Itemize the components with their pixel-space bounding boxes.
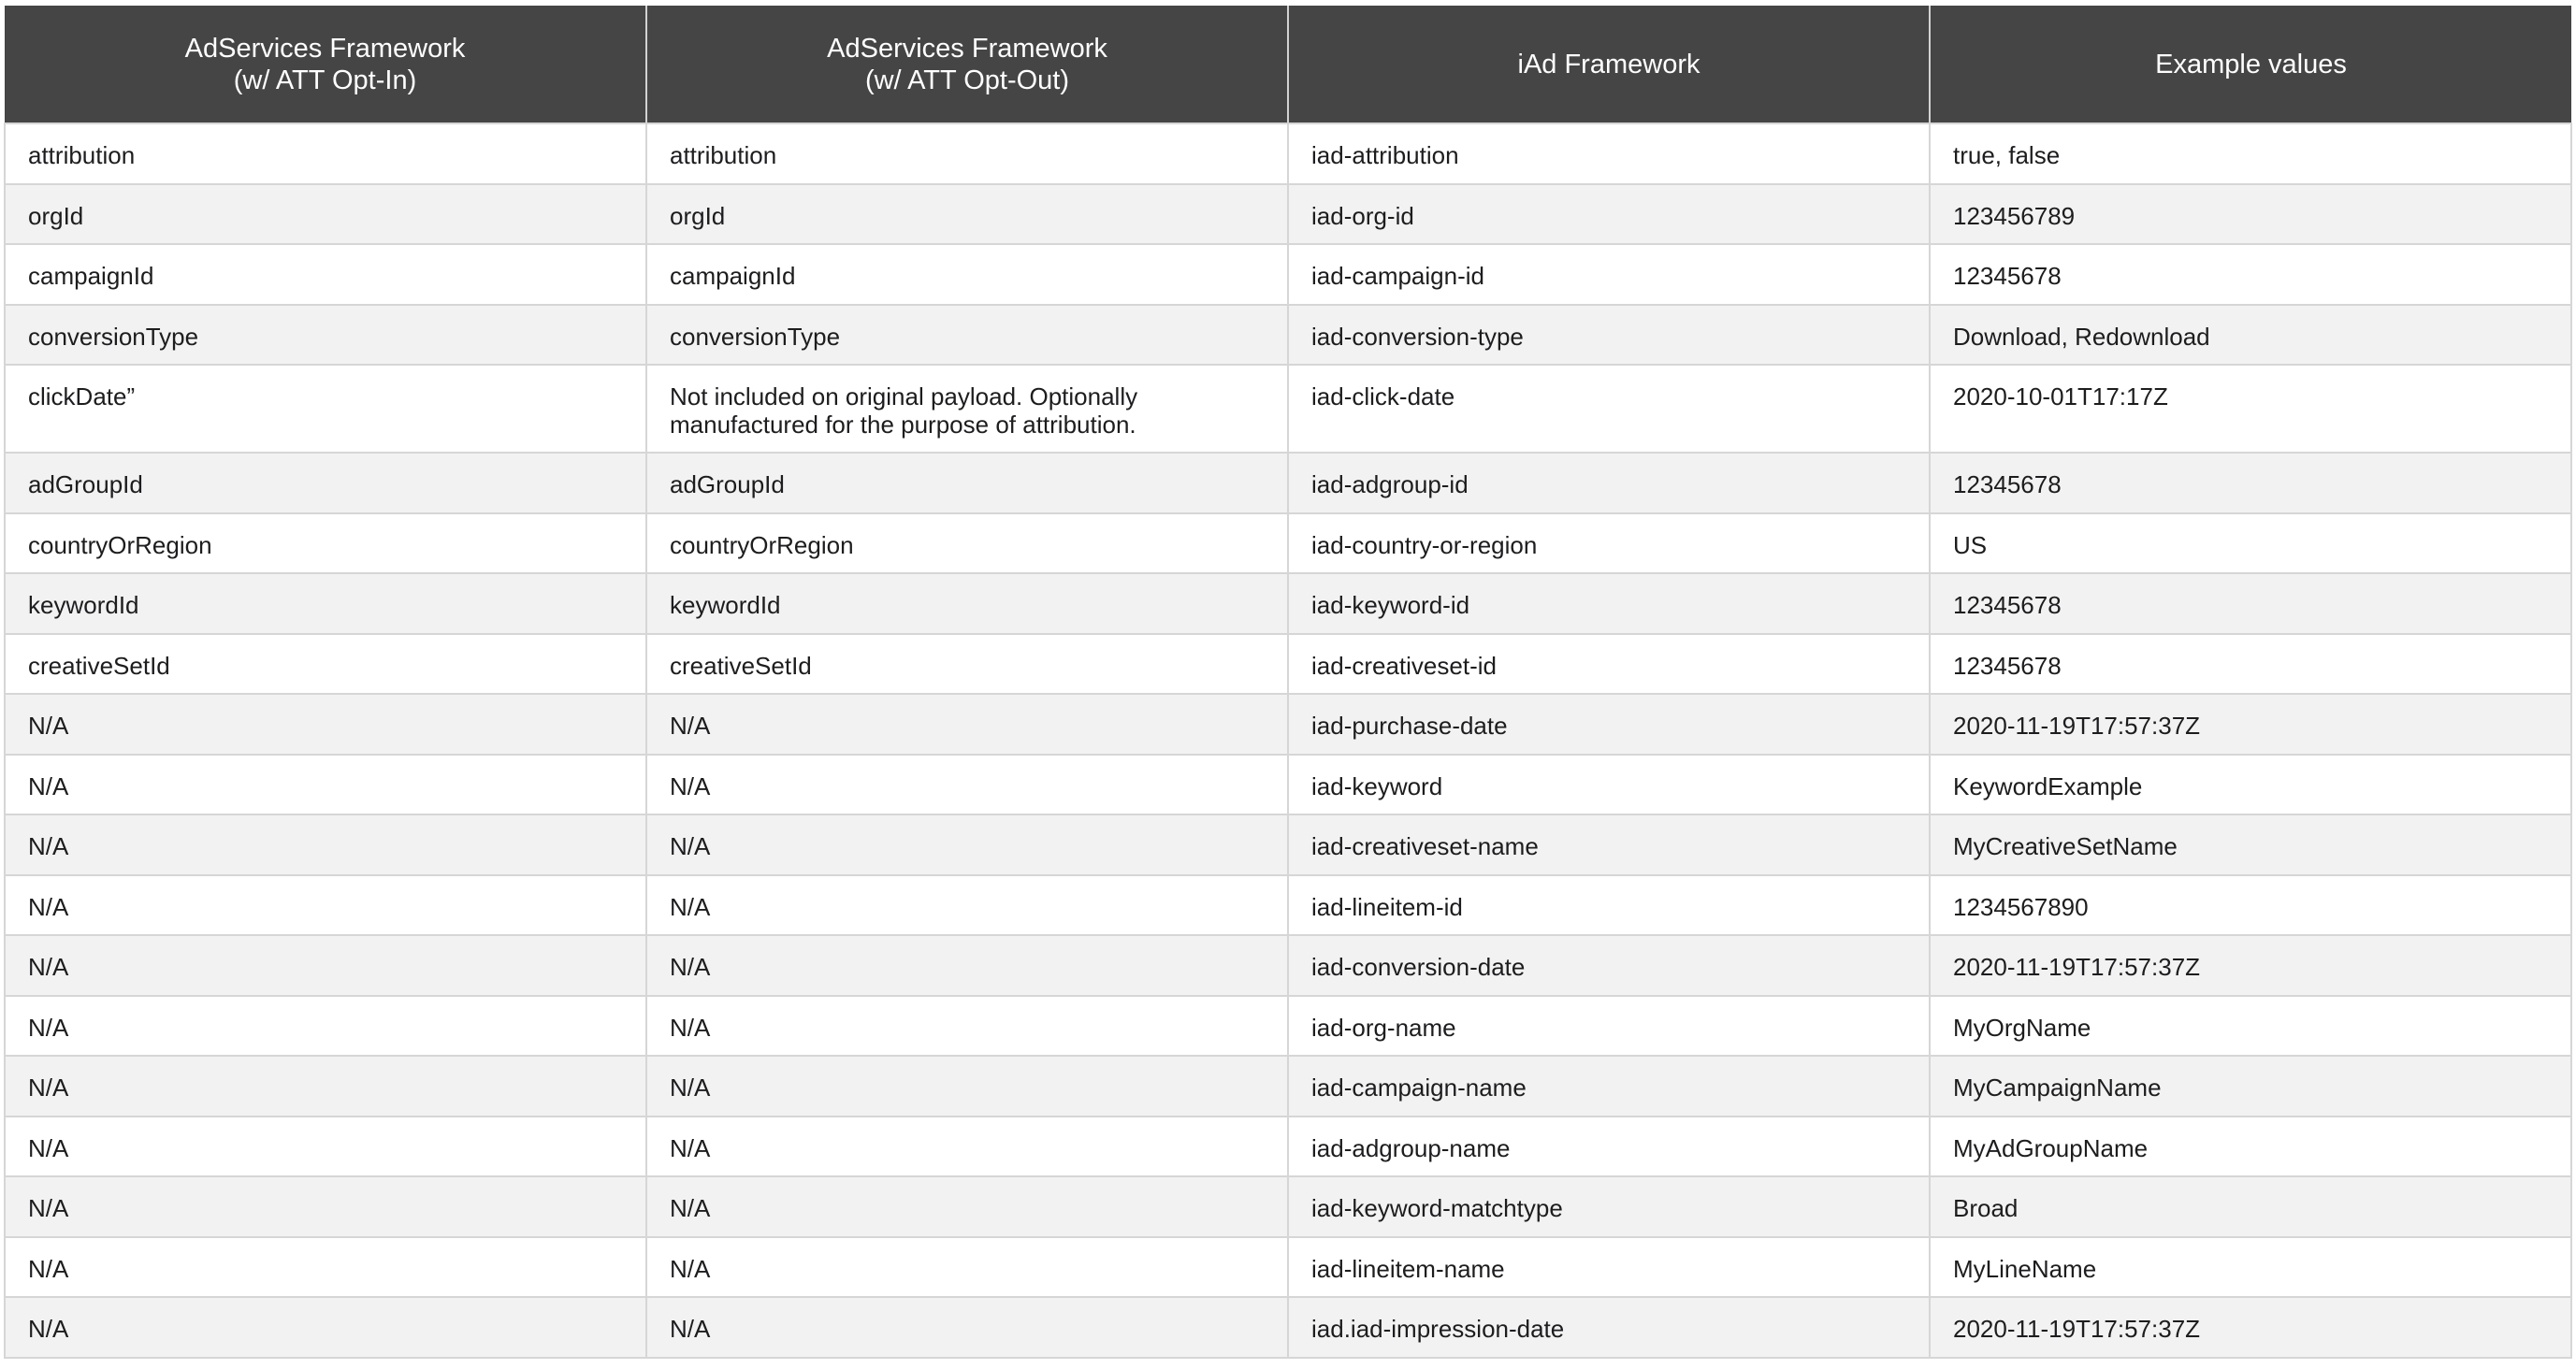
example-value-cell: KeywordExample	[1930, 755, 2571, 815]
table-row	[5, 755, 2571, 815]
example-value-cell: 1234567890	[1930, 875, 2571, 936]
iad-cell: iad-keyword	[1288, 755, 1930, 815]
example-value-cell: 2020-10-01T17:17Z	[1930, 365, 2571, 453]
opt-out-cell: attribution	[646, 123, 1288, 184]
opt-in-cell: N/A	[5, 1176, 646, 1237]
iad-cell: iad-creativeset-name	[1288, 814, 1930, 875]
iad-cell: iad.iad-impression-date	[1288, 1297, 1930, 1358]
opt-in-cell: N/A	[5, 996, 646, 1057]
iad-cell: iad-lineitem-id	[1288, 875, 1930, 936]
opt-in-cell: N/A	[5, 1056, 646, 1117]
opt-out-cell: N/A	[646, 875, 1288, 936]
opt-in-cell: adGroupId	[5, 453, 646, 513]
example-value-cell: true, false	[1930, 123, 2571, 184]
example-value-cell: 12345678	[1930, 573, 2571, 634]
header-line: AdServices Framework	[184, 33, 466, 64]
example-value-cell: MyLineName	[1930, 1237, 2571, 1298]
header-line: (w/ ATT Opt-Out)	[864, 65, 1070, 95]
iad-cell: iad-conversion-type	[1288, 305, 1930, 366]
opt-in-cell: countryOrRegion	[5, 513, 646, 574]
opt-in-cell: conversionType	[5, 305, 646, 366]
opt-out-cell: N/A	[646, 694, 1288, 755]
table-row	[5, 123, 2571, 184]
iad-cell: iad-attribution	[1288, 123, 1930, 184]
example-value-cell: 2020-11-19T17:57:37Z	[1930, 935, 2571, 996]
header-iad-framework	[1288, 6, 1930, 123]
header-line: AdServices Framework	[827, 33, 1107, 64]
iad-cell: iad-click-date	[1288, 365, 1930, 453]
opt-out-cell: keywordId	[646, 573, 1288, 634]
iad-cell: iad-keyword-matchtype	[1288, 1176, 1930, 1237]
example-value-cell: 12345678	[1930, 453, 2571, 513]
example-value-cell: MyAdGroupName	[1930, 1117, 2571, 1177]
example-value-cell: Broad	[1930, 1176, 2571, 1237]
iad-cell: iad-campaign-name	[1288, 1056, 1930, 1117]
example-value-cell: MyOrgName	[1930, 996, 2571, 1057]
table-body	[5, 123, 2571, 1358]
table-row	[5, 573, 2571, 634]
table-row	[5, 305, 2571, 366]
example-value-cell: Download, Redownload	[1930, 305, 2571, 366]
opt-out-cell: creativeSetId	[646, 634, 1288, 695]
header-line: (w/ ATT Opt-In)	[233, 65, 417, 95]
opt-out-cell: N/A	[646, 1237, 1288, 1298]
attribution-mapping-table	[4, 6, 2572, 1359]
opt-out-cell: orgId	[646, 184, 1288, 245]
table-row	[5, 1237, 2571, 1298]
iad-cell: iad-adgroup-name	[1288, 1117, 1930, 1177]
opt-out-cell: Not included on original payload. Optionally manufactured for the purpose of attribution.	[646, 365, 1288, 453]
opt-out-cell: N/A	[646, 1297, 1288, 1358]
table-row	[5, 1297, 2571, 1358]
header-example-values	[1930, 6, 2571, 123]
iad-cell: iad-conversion-date	[1288, 935, 1930, 996]
opt-in-cell: orgId	[5, 184, 646, 245]
table-row	[5, 453, 2571, 513]
table-header	[5, 6, 2571, 123]
example-value-cell: 123456789	[1930, 184, 2571, 245]
opt-out-cell: adGroupId	[646, 453, 1288, 513]
table-row	[5, 244, 2571, 305]
example-value-cell: 2020-11-19T17:57:37Z	[1930, 1297, 2571, 1358]
table-row	[5, 184, 2571, 245]
opt-in-cell: N/A	[5, 875, 646, 936]
iad-cell: iad-country-or-region	[1288, 513, 1930, 574]
opt-out-cell: N/A	[646, 996, 1288, 1057]
table-row	[5, 814, 2571, 875]
opt-out-cell: N/A	[646, 755, 1288, 815]
opt-in-cell: N/A	[5, 755, 646, 815]
opt-out-cell: N/A	[646, 1056, 1288, 1117]
opt-in-cell: campaignId	[5, 244, 646, 305]
opt-in-cell: N/A	[5, 1117, 646, 1177]
iad-cell: iad-creativeset-id	[1288, 634, 1930, 695]
opt-out-cell: campaignId	[646, 244, 1288, 305]
table-row	[5, 1176, 2571, 1237]
iad-cell: iad-org-id	[1288, 184, 1930, 245]
opt-in-cell: attribution	[5, 123, 646, 184]
opt-out-cell: conversionType	[646, 305, 1288, 366]
opt-in-cell: N/A	[5, 1237, 646, 1298]
iad-cell: iad-org-name	[1288, 996, 1930, 1057]
example-value-cell: US	[1930, 513, 2571, 574]
opt-in-cell: clickDate”	[5, 365, 646, 453]
example-value-cell: MyCreativeSetName	[1930, 814, 2571, 875]
header-line: Example values	[2155, 49, 2347, 79]
header-adservices-opt-in	[5, 6, 646, 123]
table-row	[5, 1117, 2571, 1177]
example-value-cell: MyCampaignName	[1930, 1056, 2571, 1117]
opt-out-cell: N/A	[646, 1117, 1288, 1177]
table-row	[5, 875, 2571, 936]
header-line: iAd Framework	[1517, 49, 1700, 79]
table-row	[5, 634, 2571, 695]
table-row	[5, 1056, 2571, 1117]
example-value-cell: 12345678	[1930, 634, 2571, 695]
example-value-cell: 2020-11-19T17:57:37Z	[1930, 694, 2571, 755]
iad-cell: iad-adgroup-id	[1288, 453, 1930, 513]
iad-cell: iad-purchase-date	[1288, 694, 1930, 755]
header-adservices-opt-out	[646, 6, 1288, 123]
table-row	[5, 935, 2571, 996]
example-value-cell: 12345678	[1930, 244, 2571, 305]
opt-in-cell: keywordId	[5, 573, 646, 634]
iad-cell: iad-campaign-id	[1288, 244, 1930, 305]
attribution-mapping-table-container	[4, 6, 2570, 1359]
iad-cell: iad-keyword-id	[1288, 573, 1930, 634]
header-row	[5, 6, 2571, 123]
table-row	[5, 513, 2571, 574]
table-row	[5, 365, 2571, 453]
opt-in-cell: N/A	[5, 694, 646, 755]
iad-cell: iad-lineitem-name	[1288, 1237, 1930, 1298]
table-row	[5, 694, 2571, 755]
opt-out-cell: countryOrRegion	[646, 513, 1288, 574]
opt-in-cell: N/A	[5, 814, 646, 875]
opt-out-cell: N/A	[646, 1176, 1288, 1237]
opt-in-cell: N/A	[5, 1297, 646, 1358]
opt-in-cell: creativeSetId	[5, 634, 646, 695]
table-row	[5, 996, 2571, 1057]
opt-out-cell: N/A	[646, 935, 1288, 996]
opt-in-cell: N/A	[5, 935, 646, 996]
opt-out-cell: N/A	[646, 814, 1288, 875]
